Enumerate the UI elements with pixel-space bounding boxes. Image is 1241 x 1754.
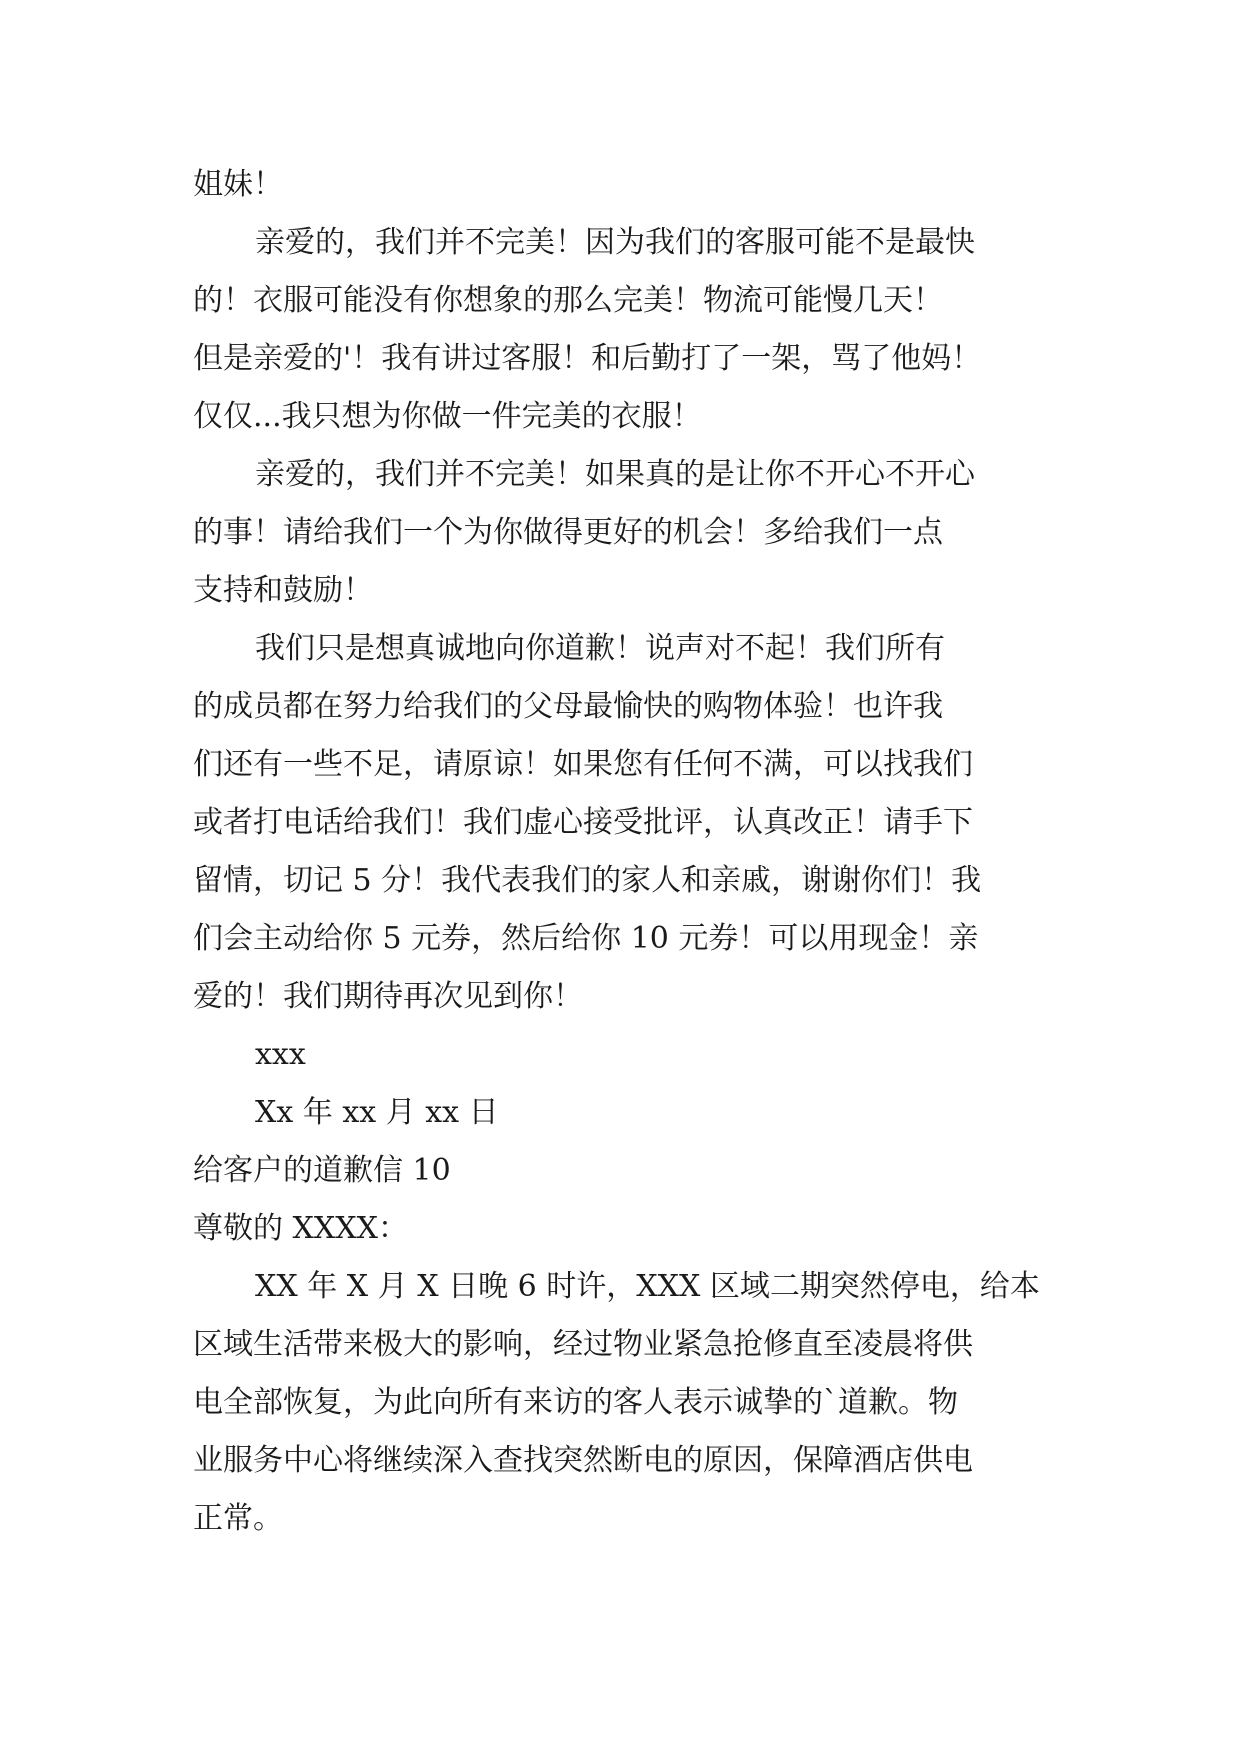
- paragraph-line: 我们只是想真诚地向你道歉！说声对不起！我们所有: [255, 631, 945, 666]
- letter-title: 给客户的道歉信 10: [193, 1153, 451, 1188]
- paragraph-line: XX 年 X 月 X 日晚 6 时许，XXX 区域二期突然停电，给本: [255, 1269, 1040, 1304]
- paragraph-line: 电全部恢复，为此向所有来访的客人表示诚挚的`道歉。物: [193, 1385, 958, 1420]
- paragraph-line: 的事！请给我们一个为你做得更好的机会！多给我们一点: [193, 515, 943, 550]
- paragraph-line: 仅仅...我只想为你做一件完美的衣服！: [193, 399, 702, 434]
- paragraph-line: 的成员都在努力给我们的父母最愉快的购物体验！也许我: [193, 689, 943, 724]
- paragraph-line: 留情，切记 5 分！我代表我们的家人和亲戚，谢谢你们！我: [193, 863, 982, 898]
- signature: xxx: [255, 1037, 306, 1072]
- paragraph-line: 业服务中心将继续深入查找突然断电的原因，保障酒店供电: [193, 1443, 973, 1478]
- paragraph-line: 的！衣服可能没有你想象的那么完美！物流可能慢几天！: [193, 283, 943, 318]
- salutation: 尊敬的 XXXX：: [193, 1211, 408, 1246]
- paragraph-line: 亲爱的，我们并不完美！如果真的是让你不开心不开心: [255, 457, 975, 492]
- paragraph-line: 但是亲爱的'！我有讲过客服！和后勤打了一架，骂了他妈！: [193, 341, 982, 376]
- paragraph-line: 区域生活带来极大的影响，经过物业紧急抢修直至凌晨将供: [193, 1327, 973, 1362]
- paragraph-line: 正常。: [193, 1501, 283, 1536]
- paragraph-line: 爱的！我们期待再次见到你！: [193, 979, 583, 1014]
- date-line: Xx 年 xx 月 xx 日: [255, 1095, 499, 1130]
- paragraph-line: 或者打电话给我们！我们虚心接受批评，认真改正！请手下: [193, 805, 973, 840]
- paragraph-line: 们还有一些不足，请原谅！如果您有任何不满，可以找我们: [193, 747, 973, 782]
- paragraph-line: 支持和鼓励！: [193, 573, 373, 608]
- paragraph-line: 们会主动给你 5 元券，然后给你 10 元券！可以用现金！亲: [193, 921, 979, 956]
- text-line: 姐妹！: [193, 167, 283, 202]
- paragraph-line: 亲爱的，我们并不完美！因为我们的客服可能不是最快: [255, 225, 975, 260]
